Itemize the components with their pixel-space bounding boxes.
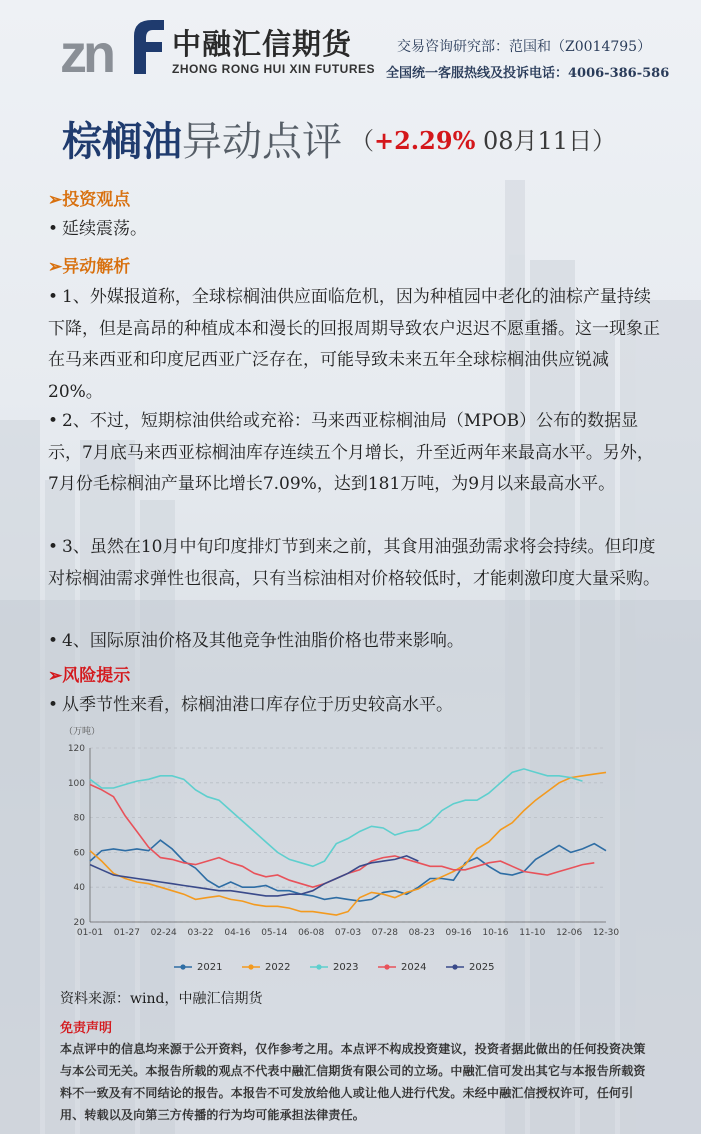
seasonal-inventory-chart [54, 724, 624, 982]
y-tick-label: 60 [73, 848, 85, 859]
section-investment-view: ➢投资观点 [48, 190, 131, 210]
legend-marker-2022 [248, 964, 253, 969]
section-risk: ➢风险提示 [48, 666, 131, 686]
logo-english-name: ZHONG RONG HUI XIN FUTURES [172, 62, 376, 76]
legend-marker-2025 [452, 964, 457, 969]
legend-label-2023: 2023 [333, 962, 359, 973]
series-line-2024 [90, 785, 594, 888]
title-change: +2.29% [374, 126, 476, 155]
logo-chinese-name: 中融汇信期货 [172, 27, 353, 61]
svg-text:zn: zn [60, 24, 112, 76]
company-logo [60, 14, 168, 76]
y-tick-label: 120 [67, 744, 85, 754]
analysis-item-2: • 2、不过，短期棕油供给或充裕：马来西亚棕榈油局（MPOB）公布的数据显示，7月底马来西亚棕榈油库存连续五个月增长，升至近两年来最高水平。另外，7月份毛棕榈油产量环比增长7.09%，达到181万吨，为9月以来最高水平。 [48, 411, 654, 494]
x-tick-label: 11-10 [519, 928, 546, 938]
analysis-item-4: • 4、国际原油价格及其他竞争性油脂价格也带来影响。 [48, 631, 464, 651]
title-commodity: 棕榈油 [62, 118, 182, 165]
x-tick-label: 02-24 [150, 928, 177, 938]
x-tick-label: 12-30 [592, 928, 620, 938]
title-subject: 异动点评 [182, 119, 342, 165]
x-tick-label: 07-28 [371, 928, 398, 938]
y-tick-label: 20 [73, 918, 85, 928]
y-tick-label: 40 [73, 883, 85, 894]
title-paren-close: ） [592, 127, 617, 155]
x-tick-label: 04-16 [224, 928, 251, 938]
y-tick-label: 80 [73, 813, 85, 824]
legend-label-2024: 2024 [401, 962, 427, 973]
disclaimer-title: 免责声明 [60, 1021, 113, 1036]
legend-marker-2024 [384, 964, 389, 969]
x-tick-label: 09-16 [445, 928, 472, 938]
y-tick-label: 100 [67, 778, 85, 789]
legend-label-2022: 2022 [265, 962, 291, 973]
title-paren-open: （ [350, 127, 374, 155]
x-tick-label: 05-14 [261, 928, 288, 938]
analyst-contact: 交易咨询研究部：范国和（Z0014795） [397, 39, 652, 55]
series-line-2021 [90, 840, 606, 901]
x-tick-label: 01-01 [76, 928, 104, 938]
x-tick-label: 03-22 [187, 928, 214, 938]
legend-marker-2021 [180, 964, 185, 969]
legend-label-2021: 2021 [197, 962, 223, 973]
analysis-item-3: • 3、虽然在10月中旬印度排灯节到来之前，其食用油强劲需求将会持续。但印度对棕榈油需求弹性也很高，只有当棕油相对价格较低时，才能刺激印度大量采购。 [48, 537, 660, 589]
section-analysis: ➢异动解析 [48, 257, 131, 277]
hotline-contact: 全国统一客服热线及投诉电话：4006-386-586 [386, 66, 670, 81]
x-tick-label: 06-08 [298, 928, 325, 938]
series-line-2022 [90, 772, 606, 915]
legend-marker-2023 [316, 964, 321, 969]
x-tick-label: 07-03 [334, 928, 362, 938]
view-text: • 延续震荡。 [48, 219, 147, 239]
analysis-item-1: • 1、外媒报道称，全球棕榈油供应面临危机，因为种植园中老化的油棕产量持续下降，但是高昂的种植成本和漫长的回报周期导致农户迟迟不愿重播。这一现象正在马来西亚和印度尼西亚广泛存在，可能导致未来五年全球棕榈油供应锐减20%。 [48, 287, 660, 402]
title-date: 08月11日 [475, 127, 593, 155]
x-tick-label: 01-27 [113, 928, 140, 938]
disclaimer-text: 本点评中的信息均来源于公开资料，仅作参考之用。本点评不构成投资建议，投资者据此做出的任何投资决策与本公司无关。本报告所载的观点不代表中融汇信期货有限公司的立场。中融汇信可发出其它与本报告所载资料不一致及有不同结论的报告。本报告不可发放给他人或让他人进行代发。未经中融汇信授权许可，任何引用、转载以及向第三方传播的行为均可能承担法律责任。 [60, 1042, 646, 1122]
x-tick-label: 08-23 [408, 928, 435, 938]
x-tick-label: 12-06 [556, 928, 583, 938]
x-tick-label: 10-16 [482, 928, 509, 938]
risk-text: • 从季节性来看，棕榈油港口库存位于历史较高水平。 [48, 695, 453, 715]
y-axis-unit: （万吨） [64, 727, 101, 737]
data-source: 资料来源：wind，中融汇信期货 [60, 991, 263, 1007]
legend-label-2025: 2025 [469, 962, 495, 973]
page-title [62, 110, 616, 167]
